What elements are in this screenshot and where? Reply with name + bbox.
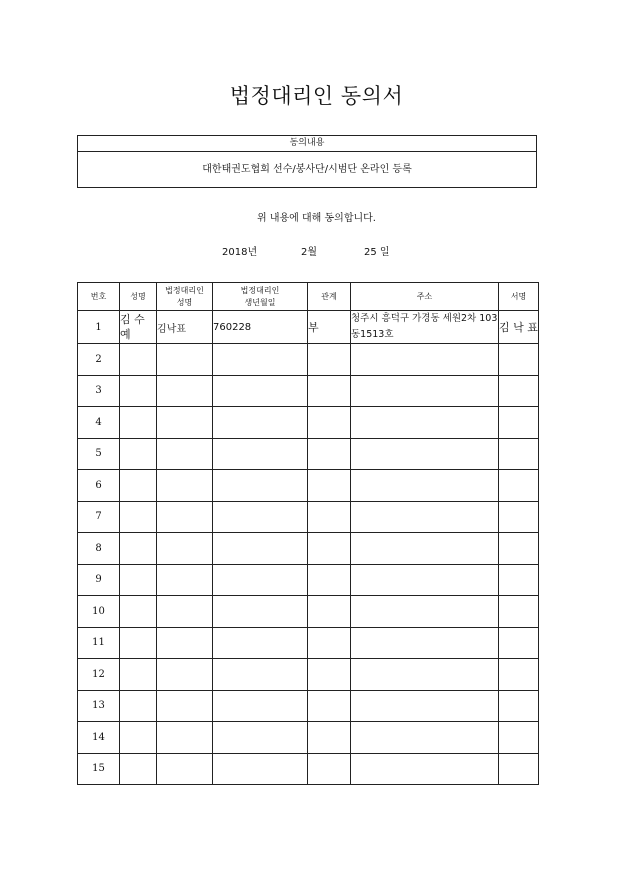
guardian-birthdate-cell [213,375,308,407]
student-name-cell [120,501,157,533]
signature-cell [499,344,539,376]
date-month: 2월 [301,247,318,258]
signature-cell [499,564,539,596]
guardian-name-cell [157,722,213,754]
row-number-cell: 5 [78,438,120,470]
guardian-name-cell [157,375,213,407]
guardian-name-cell [157,344,213,376]
guardian-birthdate-cell [213,564,308,596]
student-name-cell [120,533,157,565]
guardian-name-cell [157,533,213,565]
table-row [78,596,539,628]
relation-cell [308,627,351,659]
guardian-name-cell [157,470,213,502]
header-name: 성명 [120,283,157,311]
row-number-cell: 6 [78,470,120,502]
table-row [78,627,539,659]
student-name-cell [120,375,157,407]
signature-cell [499,753,539,785]
address-cell [351,501,499,533]
guardian-name-cell [157,690,213,722]
signature-cell [499,407,539,439]
guardian-birthdate-cell [213,438,308,470]
consent-header: 동의내용 [78,136,536,152]
row-number-cell: 8 [78,533,120,565]
guardian-name-cell [157,501,213,533]
address-cell: 청주시 흥덕구 가경동 세원2차 103동1513호 [351,311,499,344]
guardian-birthdate-cell [213,690,308,722]
relation-cell [308,753,351,785]
signature-cell [499,659,539,691]
signature-cell: 김 낙 표 [499,311,539,344]
row-number-cell: 11 [78,627,120,659]
signature-cell [499,501,539,533]
student-name-cell [120,438,157,470]
guardian-name-cell [157,659,213,691]
address-cell [351,407,499,439]
header-guardian-birthdate: 법정대리인 생년월일 [213,283,308,311]
guardian-name-cell [157,753,213,785]
row-number-cell: 2 [78,344,120,376]
table-row [78,375,539,407]
signature-cell [499,722,539,754]
signature-cell [499,470,539,502]
header-guardian-name: 법정대리인 성명 [157,283,213,311]
consent-statement: 위 내용에 대해 동의합니다. [257,213,376,224]
relation-cell [308,470,351,502]
row-number-cell: 10 [78,596,120,628]
student-name-cell: 김 수 예 [120,311,157,344]
table-row [78,470,539,502]
signature-cell [499,596,539,628]
row-number-cell: 1 [78,311,120,344]
table-row [78,722,539,754]
relation-cell [308,344,351,376]
table-row [78,311,539,344]
guardian-birthdate-cell [213,344,308,376]
signature-cell [499,627,539,659]
date-day: 25 일 [364,247,390,258]
guardian-birthdate-cell [213,470,308,502]
relation-cell [308,533,351,565]
relation-cell [308,438,351,470]
relation-cell [308,596,351,628]
address-cell [351,344,499,376]
signature-cell [499,438,539,470]
relation-cell [308,690,351,722]
guardian-birthdate-cell [213,501,308,533]
row-number-cell: 4 [78,407,120,439]
table-row [78,564,539,596]
row-number-cell: 14 [78,722,120,754]
guardian-name-cell [157,596,213,628]
guardian-consent-table [77,282,539,785]
relation-cell [308,407,351,439]
guardian-name-cell [157,438,213,470]
row-number-cell: 12 [78,659,120,691]
row-number-cell: 9 [78,564,120,596]
address-cell [351,596,499,628]
address-cell [351,722,499,754]
table-row [78,501,539,533]
table-header-row [78,283,539,311]
relation-cell [308,564,351,596]
table-row [78,438,539,470]
table-row [78,344,539,376]
guardian-birthdate-cell [213,659,308,691]
header-address: 주소 [351,283,499,311]
guardian-name-cell: 김낙표 [157,311,213,344]
relation-cell: 부 [308,311,351,344]
guardian-name-cell [157,627,213,659]
student-name-cell [120,690,157,722]
row-number-cell: 3 [78,375,120,407]
address-cell [351,438,499,470]
table-row [78,690,539,722]
row-number-cell: 7 [78,501,120,533]
guardian-name-cell [157,407,213,439]
relation-cell [308,722,351,754]
guardian-birthdate-cell [213,753,308,785]
header-signature: 서명 [499,283,539,311]
address-cell [351,375,499,407]
consent-box [77,135,537,188]
address-cell [351,627,499,659]
guardian-name-cell [157,564,213,596]
student-name-cell [120,627,157,659]
guardian-birthdate-cell [213,533,308,565]
relation-cell [308,501,351,533]
table-row [78,407,539,439]
guardian-birthdate-cell: 760228 [213,311,308,344]
student-name-cell [120,753,157,785]
student-name-cell [120,596,157,628]
student-name-cell [120,564,157,596]
document-title: 법정대리인 동의서 [229,84,404,108]
student-name-cell [120,344,157,376]
table-row [78,753,539,785]
date-year: 2018년 [222,247,258,258]
consent-body: 대한태권도협회 선수/봉사단/시범단 온라인 등록 [202,164,412,175]
guardian-birthdate-cell [213,627,308,659]
table-row [78,533,539,565]
address-cell [351,470,499,502]
signature-cell [499,533,539,565]
student-name-cell [120,722,157,754]
row-number-cell: 15 [78,753,120,785]
student-name-cell [120,659,157,691]
student-name-cell [120,407,157,439]
relation-cell [308,375,351,407]
table-row [78,659,539,691]
address-cell [351,659,499,691]
signature-cell [499,690,539,722]
signature-cell [499,375,539,407]
row-number-cell: 13 [78,690,120,722]
address-cell [351,690,499,722]
address-cell [351,533,499,565]
address-cell [351,564,499,596]
guardian-birthdate-cell [213,407,308,439]
table-body [78,311,539,785]
header-relation: 관계 [308,283,351,311]
header-number: 번호 [78,283,120,311]
address-cell [351,753,499,785]
relation-cell [308,659,351,691]
guardian-birthdate-cell [213,722,308,754]
student-name-cell [120,470,157,502]
guardian-birthdate-cell [213,596,308,628]
